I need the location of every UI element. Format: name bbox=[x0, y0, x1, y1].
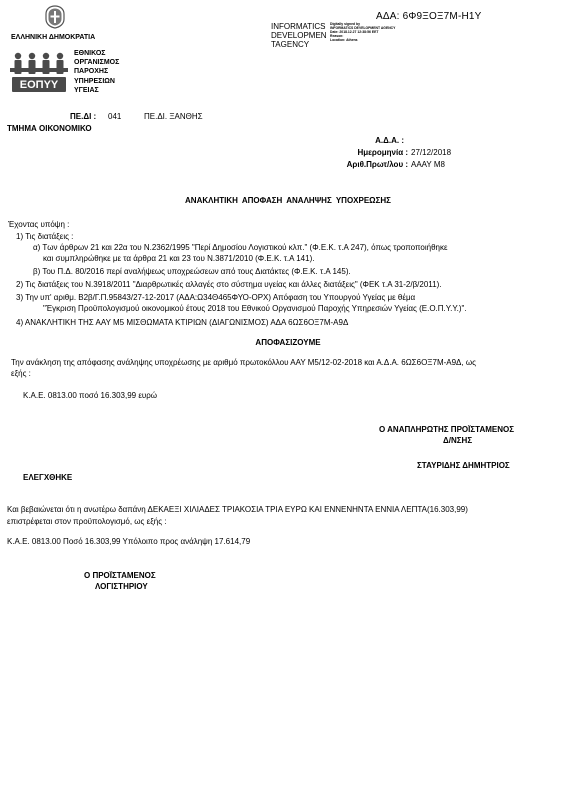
digital-signature-details bbox=[330, 22, 395, 42]
signature-detail-line: INFORMATICS DEVELOPMENT AGENCY bbox=[330, 26, 396, 30]
informatics-line-3: TAGENCY bbox=[271, 40, 310, 49]
ada-label: Α.Δ.Α. : bbox=[375, 136, 404, 145]
revocation-line-2: εξής : bbox=[11, 369, 31, 378]
organization-name bbox=[74, 49, 119, 95]
protocol-label: Αριθ.Πρωτ/λου : bbox=[346, 160, 408, 169]
item-2: 2) Τις διατάξεις του Ν.3918/2011 "Διαρθρωτικές αλλαγές στο σύστημα υγείας και άλλες διατάξεις" (ΦΕΚ τ.Α 31-2/β/2011). bbox=[16, 280, 442, 289]
checked-label: ΕΛΕΓΧΘΗΚΕ bbox=[23, 473, 73, 482]
greek-coat-of-arms-icon bbox=[44, 5, 66, 29]
item-4: 4) ΑΝΑΚΛΗΤΙΚΗ ΤΗΣ ΑΑΥ Μ5 ΜΙΣΘΩΜΑΤΑ ΚΤΙΡΙΩΝ (ΔΙΑΓΩΝΙΣΜΟΣ) ΑΔΑ 6ΩΣ6ΟΞ7Μ-Α9Δ bbox=[16, 318, 349, 327]
item-1a-line-2: και συμπληρώθηκε με τα άρθρα 21 και 23 του Ν.3871/2010 (Φ.Ε.Κ. τ.Α 141). bbox=[43, 254, 315, 263]
item-1a-line-1: α) Των άρθρων 21 και 22α του Ν.2362/1995 "Περί Δημοσίου Λογιστικού κλπ." (Φ.Ε.Κ. τ.Α 247), όπως τροποποιήθηκε bbox=[33, 243, 448, 252]
date-value: 27/12/2018 bbox=[411, 148, 452, 157]
signature-detail-line: Location: Athens bbox=[330, 38, 358, 42]
signature-detail-line: Digitally signed by bbox=[330, 22, 360, 26]
org-line: ΠΑΡΟΧΗΣ bbox=[74, 68, 109, 76]
department-label: ΤΜΗΜΑ ΟΙΚΟΝΟΜΙΚΟ bbox=[7, 124, 92, 133]
verification-line-1: Και βεβαιώνεται ότι η ανωτέρω δαπάνη ΔΕΚΑΕΞΙ ΧΙΛΙΑΔΕΣ ΤΡΙΑΚΟΣΙΑ ΤΡΙΑ ΕΥΡΩ ΚΑΙ ΕΝΝΕΝΗΝΤΑ ΕΝΝΙΑ ΛΕΠΤΑ(16.303,99) bbox=[7, 505, 468, 514]
org-line: ΟΡΓΑΝΙΣΜΟΣ bbox=[74, 59, 120, 67]
kae-amount-line: Κ.Α.Ε. 0813.00 ποσό 16.303,99 ευρώ bbox=[23, 391, 158, 400]
signature-block-label bbox=[271, 22, 327, 49]
verification-line-2: επιστρέφεται στον προϋπολογισμό, ως εξής : bbox=[7, 517, 167, 526]
considering-label: Έχοντας υπόψη : bbox=[8, 220, 70, 229]
item-1b: β) Του Π.Δ. 80/2016 περί αναλήψεως υποχρεώσεων από τους Διατάκτες (Φ.Ε.Κ. τ.Α 145). bbox=[33, 267, 351, 276]
head-title-line-1: Ο ΠΡΟΪΣΤΑΜΕΝΟΣ bbox=[84, 571, 156, 580]
protocol-value: ΑΑΑΥ Μ8 bbox=[411, 160, 445, 169]
org-line: ΕΘΝΙΚΟΣ bbox=[74, 50, 106, 57]
item-3-line-2: "Έγκριση Προϋπολογισμού οικονομικού έτους 2018 του Εθνικού Οργανισμού Παροχής Υπηρεσιών Υγείας (Ε.Ο.Π.Υ.Υ.)". bbox=[43, 304, 467, 313]
logo-text: ΕΟΠΥΥ bbox=[19, 79, 59, 91]
org-line: ΥΓΕΙΑΣ bbox=[74, 86, 99, 94]
informatics-line-1: INFORMATICS bbox=[271, 22, 326, 31]
kae-remaining-line: Κ.Α.Ε. 0813.00 Ποσό 16.303,99 Υπόλοιπο προς ανάληψη 17.614,79 bbox=[7, 537, 251, 546]
item-1: 1) Τις διατάξεις : bbox=[16, 232, 74, 241]
deputy-title-line-2: Δ/ΝΣΗΣ bbox=[443, 436, 473, 445]
document-title: ΑΝΑΚΛΗΤΙΚΗ ΑΠΟΦΑΣΗ ΑΝΑΛΗΨΗΣ ΥΠΟΧΡΕΩΣΗΣ bbox=[185, 196, 391, 205]
deputy-title-line-1: Ο ΑΝΑΠΛΗΡΩΤΗΣ ΠΡΟΪΣΤΑΜΕΝΟΣ bbox=[379, 425, 515, 434]
pedi-label: ΠΕ.ΔΙ : bbox=[70, 112, 97, 121]
republic-label: ΕΛΛΗΝΙΚΗ ΔΗΜΟΚΡΑΤΙΑ bbox=[11, 34, 96, 41]
deputy-name: ΣΤΑΥΡΙΔΗΣ ΔΗΜΗΤΡΙΟΣ bbox=[417, 461, 510, 470]
signature-detail-line: Date: 2018.12.27 12:38:56 EET bbox=[330, 30, 379, 34]
signature-detail-line: Reason: bbox=[330, 34, 344, 38]
org-line: ΥΠΗΡΕΣΙΩΝ bbox=[74, 77, 115, 85]
decide-heading: ΑΠΟΦΑΣΙΖΟΥΜΕ bbox=[255, 338, 321, 347]
informatics-line-2: DEVELOPMEN bbox=[271, 31, 327, 40]
pedi-code: 041 bbox=[108, 112, 122, 121]
ada-code-top: ΑΔΑ: 6Φ9ΞΟΞ7Μ-Η1Υ bbox=[376, 11, 482, 22]
revocation-line-1: Την ανάκληση της απόφασης ανάληψης υποχρέωσης με αριθμό πρωτοκόλλου ΑΑΥ Μ5/12-02-2018 και Α.Δ.Α. 6ΩΣ6ΟΞ7Μ-Α9Δ, ως bbox=[11, 358, 476, 367]
item-3-line-1: 3) Την υπ' αριθμ. Β2β/Γ.Π.95843/27-12-2017 (ΑΔΑ:Ω34Θ465ΦΥΟ-ΟΡΧ) Απόφαση του Υπουργού Υγείας με θέμα bbox=[16, 293, 416, 302]
head-title-line-2: ΛΟΓΙΣΤΗΡΙΟΥ bbox=[95, 582, 148, 591]
pedi-name: ΠΕ.ΔΙ. ΞΑΝΘΗΣ bbox=[144, 112, 203, 121]
date-label: Ημερομηνία : bbox=[357, 148, 408, 157]
